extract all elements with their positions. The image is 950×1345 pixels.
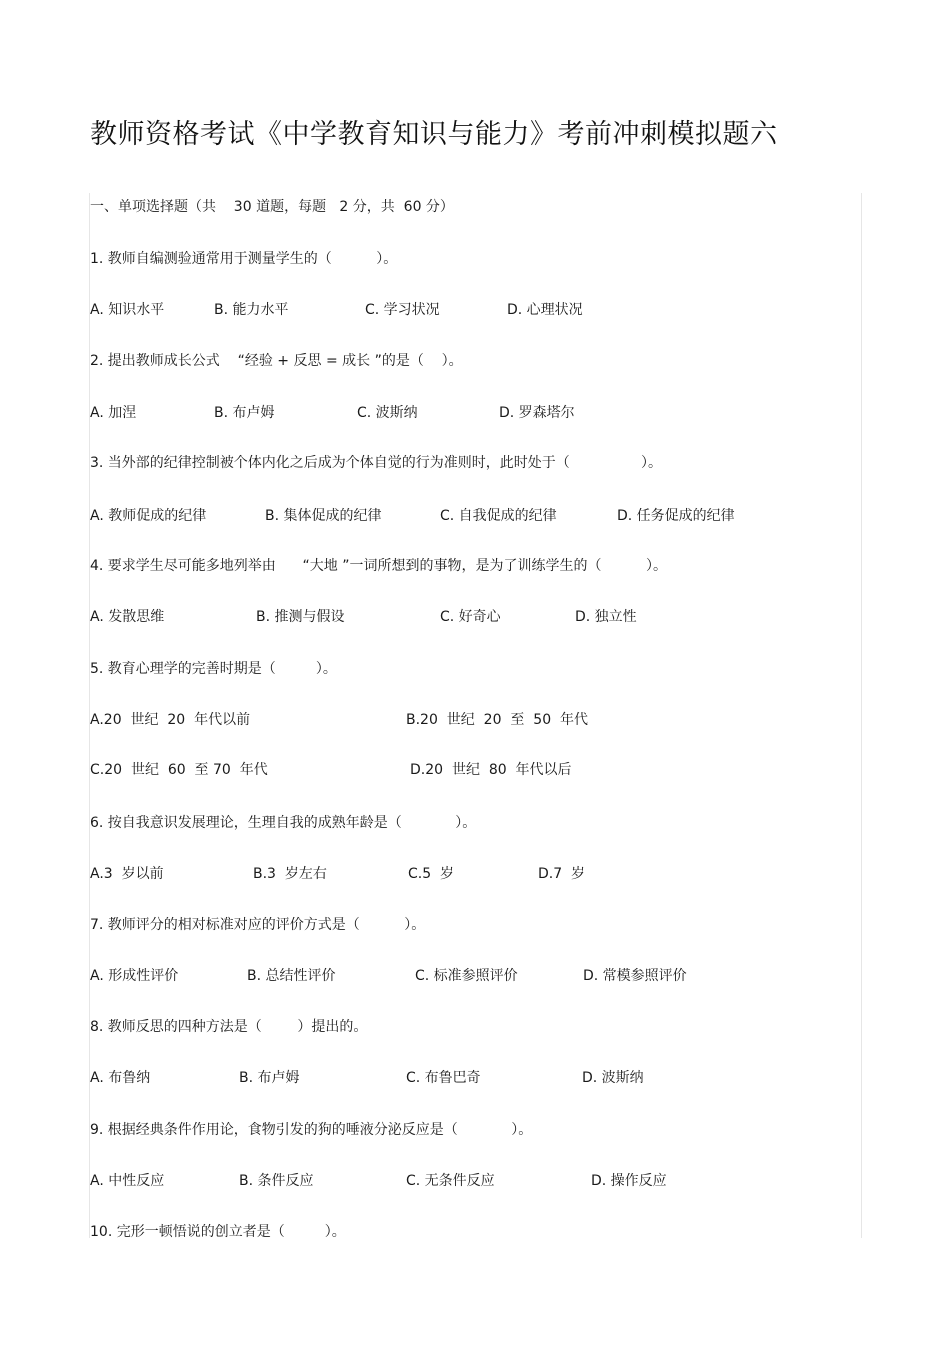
option-d: D. 独立性: [575, 609, 637, 625]
option-d: D. 任务促成的纪律: [617, 508, 735, 524]
option-c: C.5 岁: [408, 866, 455, 882]
section-heading: 一、单项选择题（共 30 道题，每题 2 分，共 60 分）: [90, 199, 454, 215]
option-d: D. 罗森塔尔: [499, 405, 575, 421]
option-c: C. 布鲁巴奇: [406, 1070, 481, 1086]
option-b: B. 总结性评价: [247, 968, 336, 984]
question-stem: 7. 教师评分的相对标准对应的评价方式是（ ）。: [90, 917, 426, 933]
question-stem: 4. 要求学生尽可能多地列举由 “大地 ”一词所想到的事物，是为了训练学生的（ ）。: [90, 558, 667, 574]
question-stem: 3. 当外部的纪律控制被个体内化之后成为个体自觉的行为准则时，此时处于（ ）。: [90, 455, 663, 471]
option-a: A. 形成性评价: [90, 968, 179, 984]
option-a: A.3 岁以前: [90, 866, 164, 882]
option-d: D.7 岁: [538, 866, 586, 882]
page-title: 教师资格考试《中学教育知识与能力》考前冲刺模拟题六: [90, 119, 778, 150]
question-stem: 8. 教师反思的四种方法是（ ）提出的。: [90, 1019, 368, 1035]
option-c: C. 标准参照评价: [415, 968, 518, 984]
question-stem: 9. 根据经典条件作用论，食物引发的狗的唾液分泌反应是（ ）。: [90, 1122, 533, 1138]
option-b: B. 布卢姆: [239, 1070, 300, 1086]
option-a: A. 教师促成的纪律: [90, 508, 207, 524]
option-b: B.20 世纪 20 至 50 年代: [406, 712, 588, 728]
option-c: C. 波斯纳: [357, 405, 418, 421]
option-c: C.20 世纪 60 至 70 年代: [90, 762, 268, 778]
question-stem: 1. 教师自编测验通常用于测量学生的（ ）。: [90, 251, 398, 267]
option-c: C. 学习状况: [365, 302, 440, 318]
option-d: D.20 世纪 80 年代以后: [410, 762, 572, 778]
option-b: B. 推测与假设: [256, 609, 345, 625]
option-c: C. 好奇心: [440, 609, 501, 625]
question-stem: 10. 完形一顿悟说的创立者是（ ）。: [90, 1224, 346, 1240]
option-a: A. 布鲁纳: [90, 1070, 151, 1086]
question-stem: 6. 按自我意识发展理论，生理自我的成熟年龄是（ ）。: [90, 815, 477, 831]
option-a: A.20 世纪 20 年代以前: [90, 712, 251, 728]
question-stem: 2. 提出教师成长公式 “经验 + 反思 = 成长 ”的是（ ）。: [90, 353, 463, 369]
option-a: A. 知识水平: [90, 302, 165, 318]
option-c: C. 自我促成的纪律: [440, 508, 557, 524]
option-b: B. 布卢姆: [214, 405, 275, 421]
question-stem: 5. 教育心理学的完善时期是（ ）。: [90, 661, 337, 677]
option-b: B.3 岁左右: [253, 866, 327, 882]
option-b: B. 集体促成的纪律: [265, 508, 382, 524]
option-a: A. 发散思维: [90, 609, 165, 625]
option-a: A. 中性反应: [90, 1173, 165, 1189]
option-c: C. 无条件反应: [406, 1173, 495, 1189]
page-border-right: [861, 193, 862, 1238]
option-b: B. 能力水平: [214, 302, 289, 318]
option-b: B. 条件反应: [239, 1173, 314, 1189]
option-d: D. 心理状况: [507, 302, 583, 318]
option-d: D. 常模参照评价: [583, 968, 687, 984]
option-d: D. 波斯纳: [582, 1070, 644, 1086]
option-d: D. 操作反应: [591, 1173, 667, 1189]
option-a: A. 加涅: [90, 405, 137, 421]
